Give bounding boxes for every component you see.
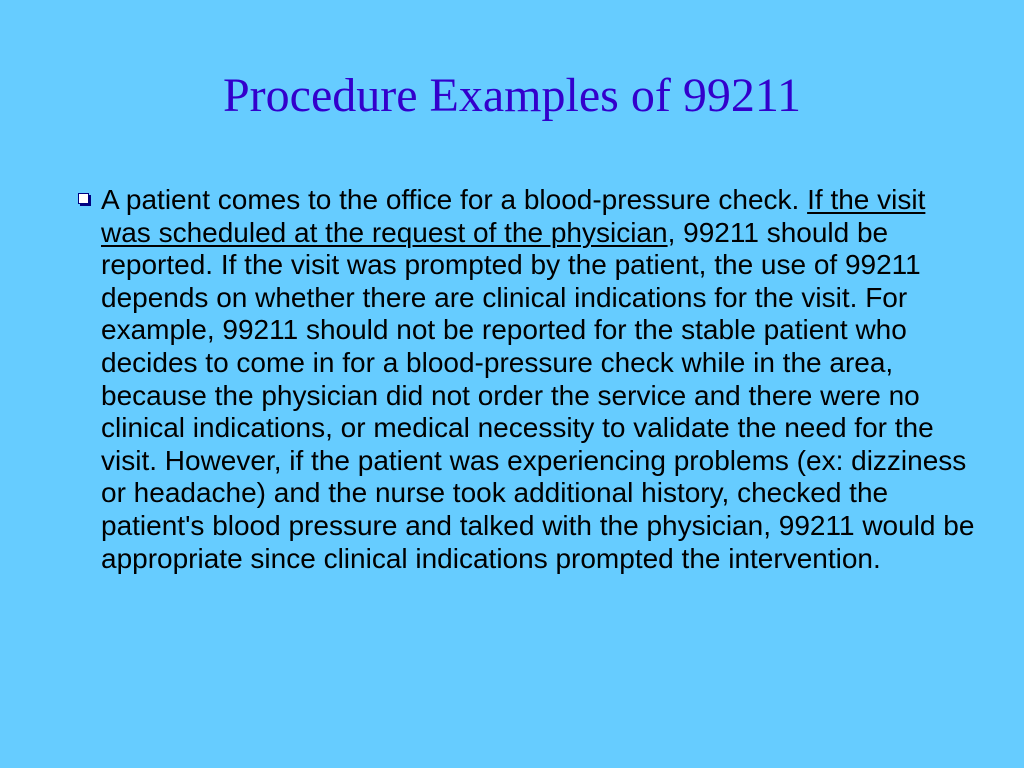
hollow-square-bullet-icon bbox=[78, 193, 89, 204]
bullet-list bbox=[76, 184, 976, 575]
bullet-item bbox=[76, 184, 976, 575]
bullet-text-rest: , 99211 should be reported. If the visit was prompted by the patient, the use of 99211 depends on whether there are clinical indications for the visit. For example, 99211 should not be reported for the stable patient who decides to come in for a blood-pressure check while in the area, because the physician did not order the service and there were no clinical indications, or medical necessity to validate the need for the visit. However, if the patient was experiencing problems (ex: dizziness or headache) and the nurse took additional history, checked the patient's blood pressure and talked with the physician, 99211 would be appropriate since clinical indications prompted the intervention. bbox=[101, 216, 975, 574]
bullet-text-underlined: If the visit was scheduled at the request of the physician bbox=[101, 184, 926, 248]
slide-title: Procedure Examples of 99211 bbox=[222, 69, 802, 122]
bullet-text-intro: A patient comes to the office for a blood-pressure check. bbox=[101, 184, 808, 215]
